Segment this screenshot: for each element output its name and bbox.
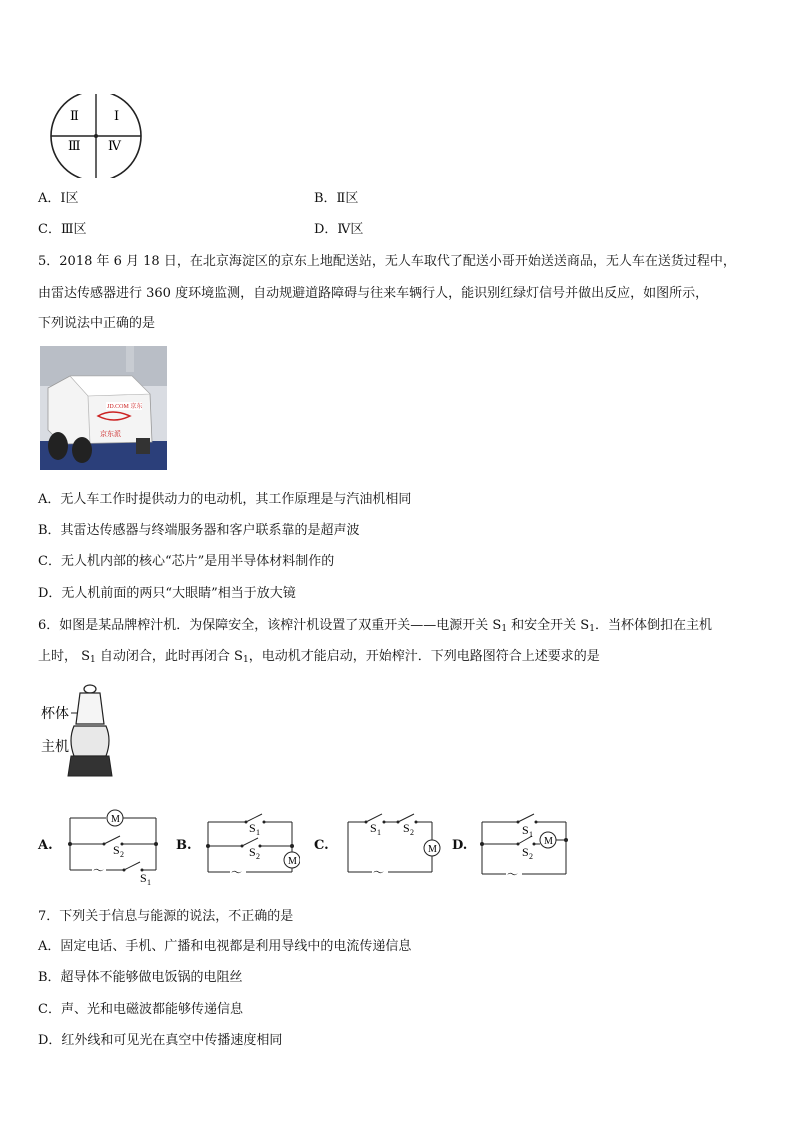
quadrant-label-4: Ⅳ	[108, 138, 121, 153]
robot-brand-text: 京东派	[100, 430, 121, 438]
svg-text:S: S	[522, 845, 529, 859]
svg-text:～: ～	[373, 867, 384, 879]
svg-text:2: 2	[529, 852, 533, 861]
q5-option-b: B．其雷达传感器与终端服务器和客户联系靠的是超声波	[38, 523, 360, 538]
svg-text:M: M	[111, 814, 120, 825]
circuit-c	[344, 808, 444, 888]
quadrant-label-2: Ⅱ	[70, 108, 79, 123]
svg-text:2: 2	[410, 828, 414, 837]
q7-option-c: C．声、光和电磁波都能够传递信息	[38, 1002, 243, 1017]
svg-text:1: 1	[256, 828, 260, 837]
q4-option-c: C．Ⅲ区	[38, 222, 87, 237]
svg-text:M: M	[428, 844, 437, 855]
svg-text:S: S	[522, 823, 529, 837]
quadrant-label-1: Ⅰ	[114, 108, 120, 123]
svg-text:～: ～	[507, 869, 518, 881]
svg-text:1: 1	[529, 830, 533, 839]
q5-stem-line-3: 下列说法中正确的是	[38, 316, 156, 331]
svg-text:S: S	[113, 843, 120, 857]
q6-option-c-label: C.	[314, 838, 329, 853]
q6-stem-line-1: 6．如图是某品牌榨汁机．为保障安全，该榨汁机设置了双重开关——电源开关 $S_1$ 和安全开关 $S_1$．当杯体倒扣在主机	[38, 618, 712, 634]
svg-text:1: 1	[377, 828, 381, 837]
svg-text:～: ～	[93, 865, 104, 877]
quadrant-figure	[46, 94, 146, 178]
robot-side-text: JD.COM 京东	[107, 404, 143, 410]
q5-option-c: C．无人机内部的核心“芯片”是用半导体材料制作的	[38, 554, 335, 569]
svg-text:～: ～	[231, 867, 242, 879]
q7-option-d: D．红外线和可见光在真空中传播速度相同	[38, 1033, 283, 1048]
svg-text:S: S	[403, 821, 410, 835]
q5-stem-line-2: 由雷达传感器进行 360 度环境监测，自动规避道路障碍与往来车辆行人，能识别红绿灯信号并做出反应，如图所示，	[38, 286, 709, 301]
base-label: 主机	[41, 740, 69, 755]
q5-option-d: D．无人机前面的两只“大眼睛”相当于放大镜	[38, 586, 296, 601]
q4-option-a: A．Ⅰ区	[38, 191, 79, 206]
q7-stem: 7．下列关于信息与能源的说法，不正确的是	[38, 909, 294, 924]
juicer-figure	[38, 680, 118, 782]
q7-option-b: B．超导体不能够做电饭锅的电阻丝	[38, 970, 243, 985]
svg-text:S: S	[249, 821, 256, 835]
q6-option-d-label: D.	[452, 838, 468, 853]
q4-option-d: D．Ⅳ区	[314, 222, 364, 237]
q4-option-b: B．Ⅱ区	[314, 191, 359, 206]
svg-text:S: S	[370, 821, 377, 835]
svg-text:2: 2	[256, 852, 260, 861]
q5-option-a: A．无人车工作时提供动力的电动机，其工作原理是与汽油机相同	[38, 492, 412, 507]
circuit-b	[204, 808, 300, 888]
circuit-d	[478, 808, 572, 888]
q6-stem-line-2: 上时， $S_1$ 自动闭合，此时再闭合 $S_1$，电动机才能启动，开始榨汁．下列电路图符合上述要求的是	[38, 649, 600, 665]
svg-text:1: 1	[147, 878, 151, 887]
q6-option-a-label: A.	[38, 838, 53, 853]
delivery-robot-photo	[40, 346, 167, 470]
svg-text:2: 2	[120, 850, 124, 859]
q7-option-a: A．固定电话、手机、广播和电视都是利用导线中的电流传递信息	[38, 939, 412, 954]
svg-text:S: S	[140, 871, 147, 885]
svg-text:S: S	[249, 845, 256, 859]
svg-text:M: M	[288, 856, 297, 867]
quadrant-label-3: Ⅲ	[68, 138, 81, 153]
cup-label: 杯体	[41, 707, 69, 722]
q5-stem-line-1: 5．2018 年 6 月 18 日，在北京海淀区的京东上地配送站，无人车取代了配送小哥开始送送商品，无人车在送货过程中，	[38, 254, 736, 269]
svg-text:M: M	[544, 836, 553, 847]
circuit-a	[66, 808, 162, 888]
q6-option-b-label: B.	[176, 838, 192, 853]
